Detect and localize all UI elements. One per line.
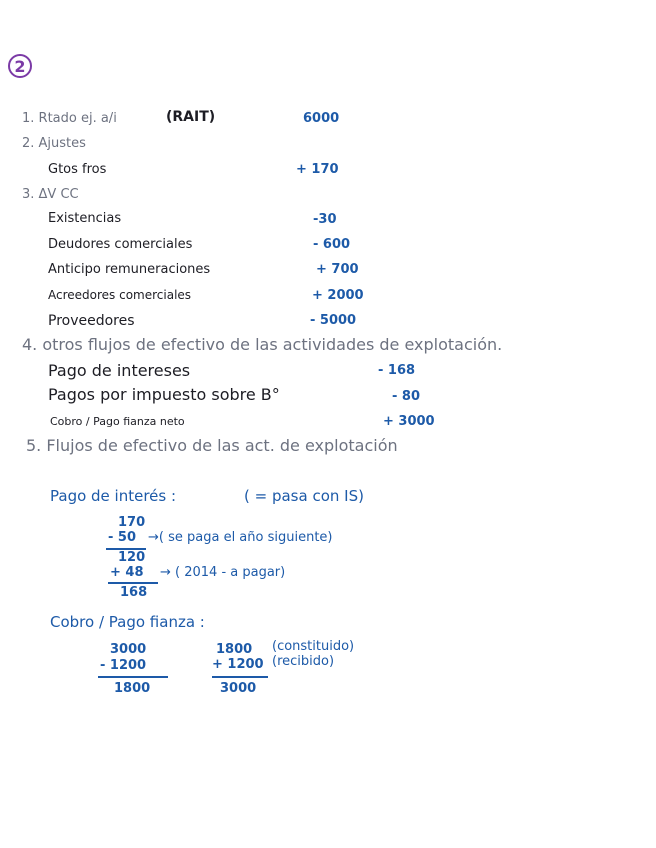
- interest-payment-value: - 168: [378, 363, 416, 378]
- calc-value: + 48: [110, 565, 144, 580]
- deposit-label: Cobro / Pago fianza neto: [50, 415, 185, 428]
- item-value: - 5000: [310, 313, 357, 328]
- tax-payment-value: - 80: [392, 389, 421, 404]
- interest-note-remark: ( = pasa con IS): [244, 487, 364, 505]
- calc-value: 168: [120, 585, 148, 600]
- item-label: Acreedores comerciales: [48, 288, 192, 302]
- rait-tag: (RAIT): [166, 109, 216, 125]
- operating-flows-title: 5. Flujos de efectivo de las act. de explotación: [26, 436, 398, 455]
- right-calc-value: 3000: [220, 681, 257, 696]
- item-label: Existencias: [48, 211, 122, 226]
- left-calc-rule: [98, 676, 168, 678]
- deposit-note-title: Cobro / Pago fianza :: [50, 613, 205, 631]
- right-calc-note: (constituido): [272, 639, 355, 654]
- left-calc-value: 3000: [110, 642, 147, 657]
- calc-note: →( se paga el año siguiente): [148, 530, 333, 545]
- other-flows-title: 4. otros flujos de efectivo de las actividades de explotación.: [22, 335, 503, 354]
- item-label: Proveedores: [48, 313, 135, 329]
- calc-value: 120: [118, 550, 146, 565]
- item-value: - 600: [313, 237, 351, 252]
- item-value: + 700: [316, 262, 359, 277]
- calc-note: → ( 2014 - a pagar): [160, 565, 286, 580]
- left-calc-value: - 1200: [100, 658, 147, 673]
- gtos-label: Gtos fros: [48, 162, 107, 177]
- left-calc-value: 1800: [114, 681, 151, 696]
- gtos-value: + 170: [296, 162, 339, 177]
- result-value: 6000: [303, 111, 340, 126]
- right-calc-value: 1800: [216, 642, 253, 657]
- right-calc-note: (recibido): [272, 654, 335, 669]
- right-calc-value: + 1200: [212, 657, 264, 672]
- calc-value: - 50: [108, 530, 137, 545]
- cc-change-label: 3. ΔV CC: [22, 187, 79, 202]
- deposit-value: + 3000: [383, 414, 435, 429]
- tax-payment-label: Pagos por impuesto sobre B°: [48, 385, 280, 404]
- interest-note-title: Pago de interés :: [50, 487, 177, 505]
- calc-value: 170: [118, 515, 146, 530]
- section-number-badge: 2: [8, 54, 32, 78]
- result-label: 1. Rtado ej. a/i: [22, 111, 117, 126]
- item-value: + 2000: [312, 288, 364, 303]
- item-label: Anticipo remuneraciones: [48, 262, 211, 277]
- item-value: -30: [313, 212, 337, 227]
- item-label: Deudores comerciales: [48, 237, 193, 252]
- adjustments-label: 2. Ajustes: [22, 136, 86, 151]
- calc-rule: [108, 582, 158, 584]
- interest-payment-label: Pago de intereses: [48, 361, 191, 380]
- right-calc-rule: [212, 676, 268, 678]
